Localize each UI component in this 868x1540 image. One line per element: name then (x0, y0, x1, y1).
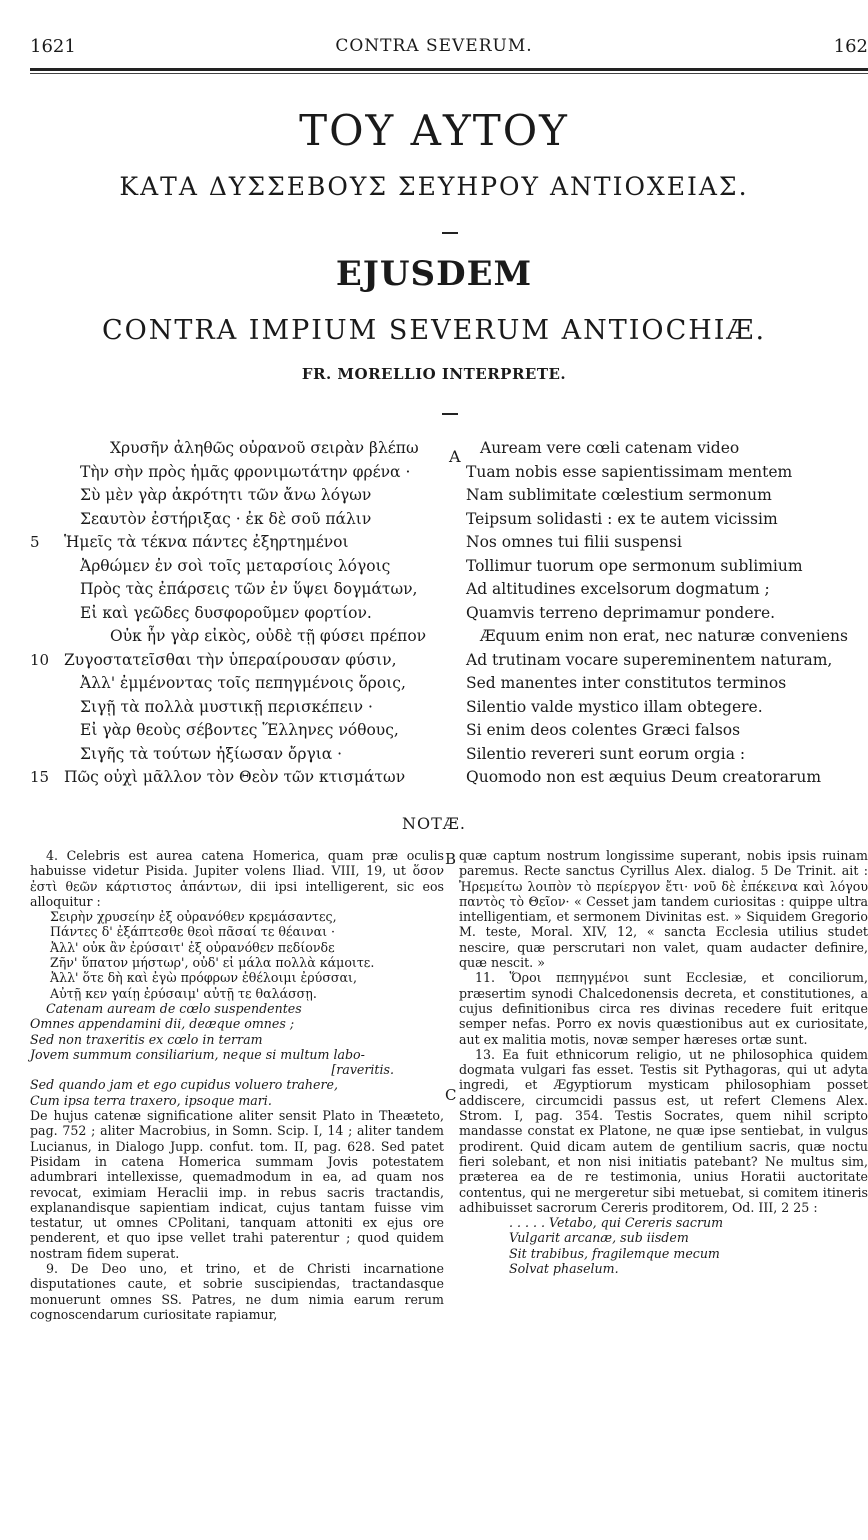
margin-letter-b: B (445, 850, 457, 868)
latin-verse: Tuam nobis esse sapientissimam mentem (466, 462, 793, 481)
note-11: 11. Ὅροι πεπηγμένοι sunt Ecclesiæ, et conciliorum, præsertim synodi Chalcedonensis decreta, et constitutiones, a cujus definitionibus circa res divinas recedere fuit eritque semper nefas. Porro ex novis quæstionibus aut ex curiositate, aut ex malitia motis, novæ semper hæreses ortæ sunt. (459, 970, 868, 1047)
latin-verse: Si enim deos colentes Græci falsos (466, 721, 741, 739)
homer-latin-line: Catenam auream de cœlo suspendentes (46, 1000, 302, 1016)
greek-verse-column (30, 437, 450, 790)
homer-greek-line: Ἀλλ' οὐκ ἂν ἐρύσαιτ' ἐξ οὐρανόθεν πεδίονδε (50, 939, 335, 955)
interpreter-line: FR. MORELLIO INTERPRETE. (301, 365, 567, 383)
note-4-commentary: De hujus catenæ significatione aliter sensit Plato in Theæteto, pag. 752 ; aliter Macrobius, in Somn. Scip. I, 14 ; aliter tandem Lucianus, in Dialogo Jupp. confut. tom. II, pag. 628. Sed patet Pisidam in catena Homerica summam Jovis potestatem adumbrari intellexisse, quemadmodum in ea, ad quam nos revocat, eximiam Heraclii imp. in rebus sacris tractandis, explanandisque sapientiam indicat, cujus tantam fuisse vim testatur, ut omnes CPolitani, tanquam attoniti ex ejus ore penderent, et quo ipse vellet trahi paterentur ; quod quidem nostram fidem superat. (30, 1108, 444, 1261)
greek-subtitle: ΚΑΤΑ ΔΥΣΣΕΒΟΥΣ ΣΕΥΗΡΟΥ ΑΝΤΙΟΧΕΙΑΣ. (119, 172, 749, 201)
latin-verse: Ad altitudines excelsorum dogmatum ; (466, 580, 770, 598)
greek-verse: 5 Ἡμεῖς τὰ τέκνα πάντες ἐξηρτημένοι (30, 533, 349, 551)
latin-verse: Sed manentes inter constitutos terminos (466, 674, 787, 692)
latin-verse: Silentio valde mystico illam obtegere. (466, 697, 763, 716)
greek-verse: 10 Ζυγοστατεῖσθαι τὴν ὑπεραίρουσαν φύσιν, (30, 650, 397, 669)
greek-verse: Εἰ καὶ γεῶδες δυσφοροῦμεν φορτίον. (80, 603, 372, 622)
note-9-continued: quæ captum nostrum longissime superant, nobis ipsis ruinam paremus. Recte sanctus Cyrillus Alex. dialog. 5 De Trinit. ait : Ἠρεμείτω λοιπὸν τὸ περίεργον ἔτι· νοῦ δὲ ἐπέκεινα καὶ λόγου παντὸς τὸ Θεῖον· « Cesset jam tandem curiositas : quippe ultra intelligentiam, et sermonem Divinitas est. » Siquidem Gregorio M. teste, Moral. XIV, 12, « sancta Ecclesia utilius studet nescire, quæ perscrutari non valet, quam audacter definire, quæ nescit. » (459, 848, 868, 971)
margin-letter-c: C (445, 1086, 457, 1104)
greek-verse: 15 Πῶς οὐχὶ μᾶλλον τὸν Θεὸν τῶν κτισμάτων (30, 768, 406, 786)
margin-letter-a: A (449, 447, 461, 466)
greek-verse: Οὐκ ἦν γὰρ εἰκὸς, οὐδὲ τῇ φύσει πρέπον (110, 627, 427, 645)
notes-heading: NOTÆ. (402, 814, 466, 833)
homer-greek-line: Ζῆν' ὕπατον μήστωρ', οὐδ' εἰ μάλα πολλὰ κάμοιτε. (50, 955, 375, 971)
latin-verse: Teipsum solidasti : ex te autem vicissim (466, 509, 778, 528)
horace-line: . . . . . Vetabo, qui Cereris sacrum (509, 1215, 724, 1231)
homer-latin-line: Cum ipsa terra traxero, ipsoque mari. (30, 1092, 272, 1108)
latin-verse: Nos omnes tui filii suspensi (466, 533, 682, 551)
homer-latin-line: Sed non traxeritis ex cœlo in terram (30, 1031, 263, 1047)
header-rule-thick (30, 68, 868, 71)
greek-verse: Σεαυτὸν ἐστήριξας · ἐκ δὲ σοῦ πάλιν (80, 509, 372, 528)
latin-subtitle: CONTRA IMPIUM SEVERUM ANTIOCHIÆ. (101, 315, 767, 346)
homer-latin-continuation: [raveritis. (331, 1062, 394, 1078)
latin-verse: Auream vere cœli catenam video (480, 439, 740, 457)
greek-verse: Σὺ μὲν γὰρ ἀκρότητι τῶν ἄνω λόγων (80, 486, 372, 504)
latin-verse: Æquum enim non erat, nec naturæ conveniens (480, 627, 848, 645)
title-dash (442, 232, 458, 234)
latin-verse: Quamvis terreno deprimamur pondere. (466, 603, 776, 622)
note-13: 13. Ea fuit ethnicorum religio, ut ne philosophica quidem dogmata vulgari fas esset. Testis sit Pythagoras, qui ut adyta ingredi, et Ægyptiorum mysticam philosophiam posset addiscere, circumcidi passus est, ut refert Clemens Alex. Strom. I, pag. 354. Testis Socrates, quem nihil scripto mandasse constat ex Platone, ne quæ ipse sentiebat, in vulgus prodirent. Quid dicam autem de gentilium sacris, quæ noctu fieri solebant, et non nisi initiatis patebant? Ne multus sim, præterea ea de re testimonia, unius Horatii auctoritate contentus, qui ne mergeretur sibi metuebat, si comitem itineris adhibuisset sacrorum Cereris proditorem, Od. III, 2 25 : (459, 1046, 868, 1215)
header-rule-thin (30, 73, 868, 74)
note-4-intro: 4. Celebris est aurea catena Homerica, quam præ oculis habuisse videtur Pisida. Jupiter volens Iliad. VIII, 19, ut ὅσον ἐστὶ θεῶν κάρτιστος ἁπάντων, dii ipsi intelligerent, sic eos alloquitur : (30, 848, 444, 909)
greek-verse: Ἀλλ' ἐμμένοντας τοῖς πεπηγμένοις ὅροις, (80, 674, 406, 692)
homer-greek-line: Σειρὴν χρυσείην ἐξ οὐρανόθεν κρεμάσαντες, (50, 909, 337, 925)
greek-verse: Ἀρθώμεν ἐν σοὶ τοῖς μεταρσίοις λόγοις (80, 556, 391, 575)
greek-verse: Εἰ γὰρ θεοὺς σέβοντες Ἕλληνες νόθους, (80, 721, 399, 739)
greek-title: ΤΟΥ ΑΥΤΟΥ (299, 106, 569, 155)
homer-latin-line: Sed quando jam et ego cupidus voluero trahere, (30, 1077, 338, 1093)
homer-greek-line: Αὐτῇ κεν γαίῃ ἐρύσαιμ' αὐτῇ τε θαλάσσῃ. (50, 985, 317, 1001)
homer-greek-line: Ἀλλ' ὅτε δὴ καὶ ἐγὼ πρόφρων ἐθέλοιμι ἐρύσσαι, (50, 970, 357, 986)
page-number-right: 162 (833, 36, 868, 57)
horace-line: Solvat phaselum. (509, 1261, 619, 1277)
running-header (0, 26, 868, 66)
greek-verse: Τὴν σὴν πρὸς ἡμᾶς φρονιμωτάτην φρένα · (80, 462, 411, 481)
homer-latin-line: Jovem summum consiliarium, neque si multum labo- (30, 1046, 365, 1062)
notes-left-column (30, 848, 444, 1322)
notes-right-column (459, 848, 868, 1276)
latin-verse: Ad trutinam vocare supereminentem naturam, (466, 650, 833, 669)
latin-verse: Silentio revereri sunt eorum orgia : (466, 744, 746, 763)
greek-verse: Σιγῆς τὰ τούτων ἠξίωσαν ὄργια · (80, 744, 343, 763)
running-title: CONTRA SEVERUM. (335, 36, 533, 56)
page-number-left: 1621 (30, 36, 76, 57)
note-9: 9. De Deo uno, et trino, et de Christi incarnatione disputationes caute, et sobrie suscipiendas, tractandasque monuerunt omnes SS. Patres, ne dum nimia earum rerum cognoscendarum curiositate rapiamur, (30, 1261, 444, 1322)
title-dash (442, 413, 458, 415)
latin-verse-column (466, 437, 866, 790)
horace-line: Vulgarit arcanæ, sub iisdem (509, 1230, 689, 1246)
latin-verse: Nam sublimitate cœlestium sermonum (466, 486, 772, 504)
horace-line: Sit trabibus, fragilemque mecum (509, 1245, 720, 1261)
latin-verse: Quomodo non est æquius Deum creatorarum (466, 768, 822, 786)
greek-verse: Πρὸς τὰς ἐπάρσεις τῶν ἐν ὕψει δογμάτων, (80, 580, 418, 598)
homer-latin-line: Omnes appendamini dii, deæque omnes ; (30, 1016, 295, 1032)
latin-verse: Tollimur tuorum ope sermonum sublimium (466, 556, 803, 575)
latin-title: EJUSDEM (335, 254, 533, 294)
homer-greek-line: Πάντες δ' ἐξάπτεσθε θεοὶ πᾶσαί τε θέαιναι · (50, 924, 336, 940)
greek-verse: Χρυσῆν ἀληθῶς οὐρανοῦ σειρὰν βλέπω (110, 439, 419, 457)
greek-verse: Σιγῇ τὰ πολλὰ μυστικῇ περισκέπειν · (80, 697, 373, 716)
